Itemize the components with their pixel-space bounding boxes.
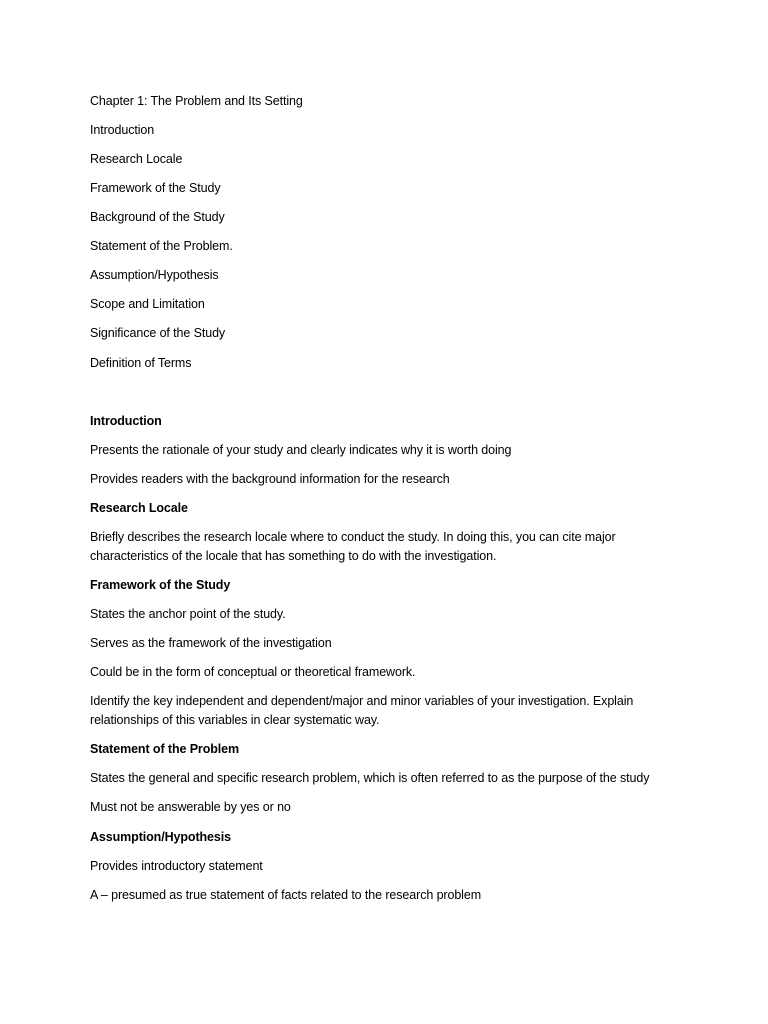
assumption-paragraph-1: Provides introductory statement: [90, 859, 263, 873]
section-title-research-locale: Research Locale: [90, 501, 188, 515]
research-locale-paragraph-line-2: characteristics of the locale that has something to do with the investigation.: [90, 549, 497, 563]
toc-item-framework: Framework of the Study: [90, 181, 221, 195]
toc-item-background: Background of the Study: [90, 210, 225, 224]
framework-paragraph-4-line-2: relationships of this variables in clear systematic way.: [90, 713, 380, 727]
section-title-introduction: Introduction: [90, 414, 162, 428]
section-title-assumption: Assumption/Hypothesis: [90, 830, 231, 844]
toc-item-definition: Definition of Terms: [90, 356, 192, 370]
statement-paragraph-2: Must not be answerable by yes or no: [90, 800, 291, 814]
introduction-paragraph-1: Presents the rationale of your study and clearly indicates why it is worth doing: [90, 443, 512, 457]
toc-item-assumption: Assumption/Hypothesis: [90, 268, 219, 282]
statement-paragraph-1: States the general and specific research problem, which is often referred to as the purpose of the study: [90, 771, 650, 785]
toc-item-scope: Scope and Limitation: [90, 297, 205, 311]
research-locale-paragraph-line-1: Briefly describes the research locale where to conduct the study. In doing this, you can cite major: [90, 530, 616, 544]
toc-item-statement: Statement of the Problem.: [90, 239, 233, 253]
section-title-framework: Framework of the Study: [90, 578, 231, 592]
assumption-paragraph-2: A – presumed as true statement of facts related to the research problem: [90, 888, 482, 902]
section-title-statement: Statement of the Problem: [90, 742, 240, 756]
framework-paragraph-4-line-1: Identify the key independent and dependent/major and minor variables of your investigation. Explain: [90, 694, 634, 708]
chapter-heading: Chapter 1: The Problem and Its Setting: [90, 94, 303, 108]
introduction-paragraph-2: Provides readers with the background information for the research: [90, 472, 450, 486]
framework-paragraph-1: States the anchor point of the study.: [90, 607, 286, 621]
toc-item-introduction: Introduction: [90, 123, 155, 137]
framework-paragraph-2: Serves as the framework of the investigation: [90, 636, 332, 650]
framework-paragraph-3: Could be in the form of conceptual or theoretical framework.: [90, 665, 416, 679]
toc-item-research-locale: Research Locale: [90, 152, 183, 166]
toc-item-significance: Significance of the Study: [90, 326, 226, 340]
